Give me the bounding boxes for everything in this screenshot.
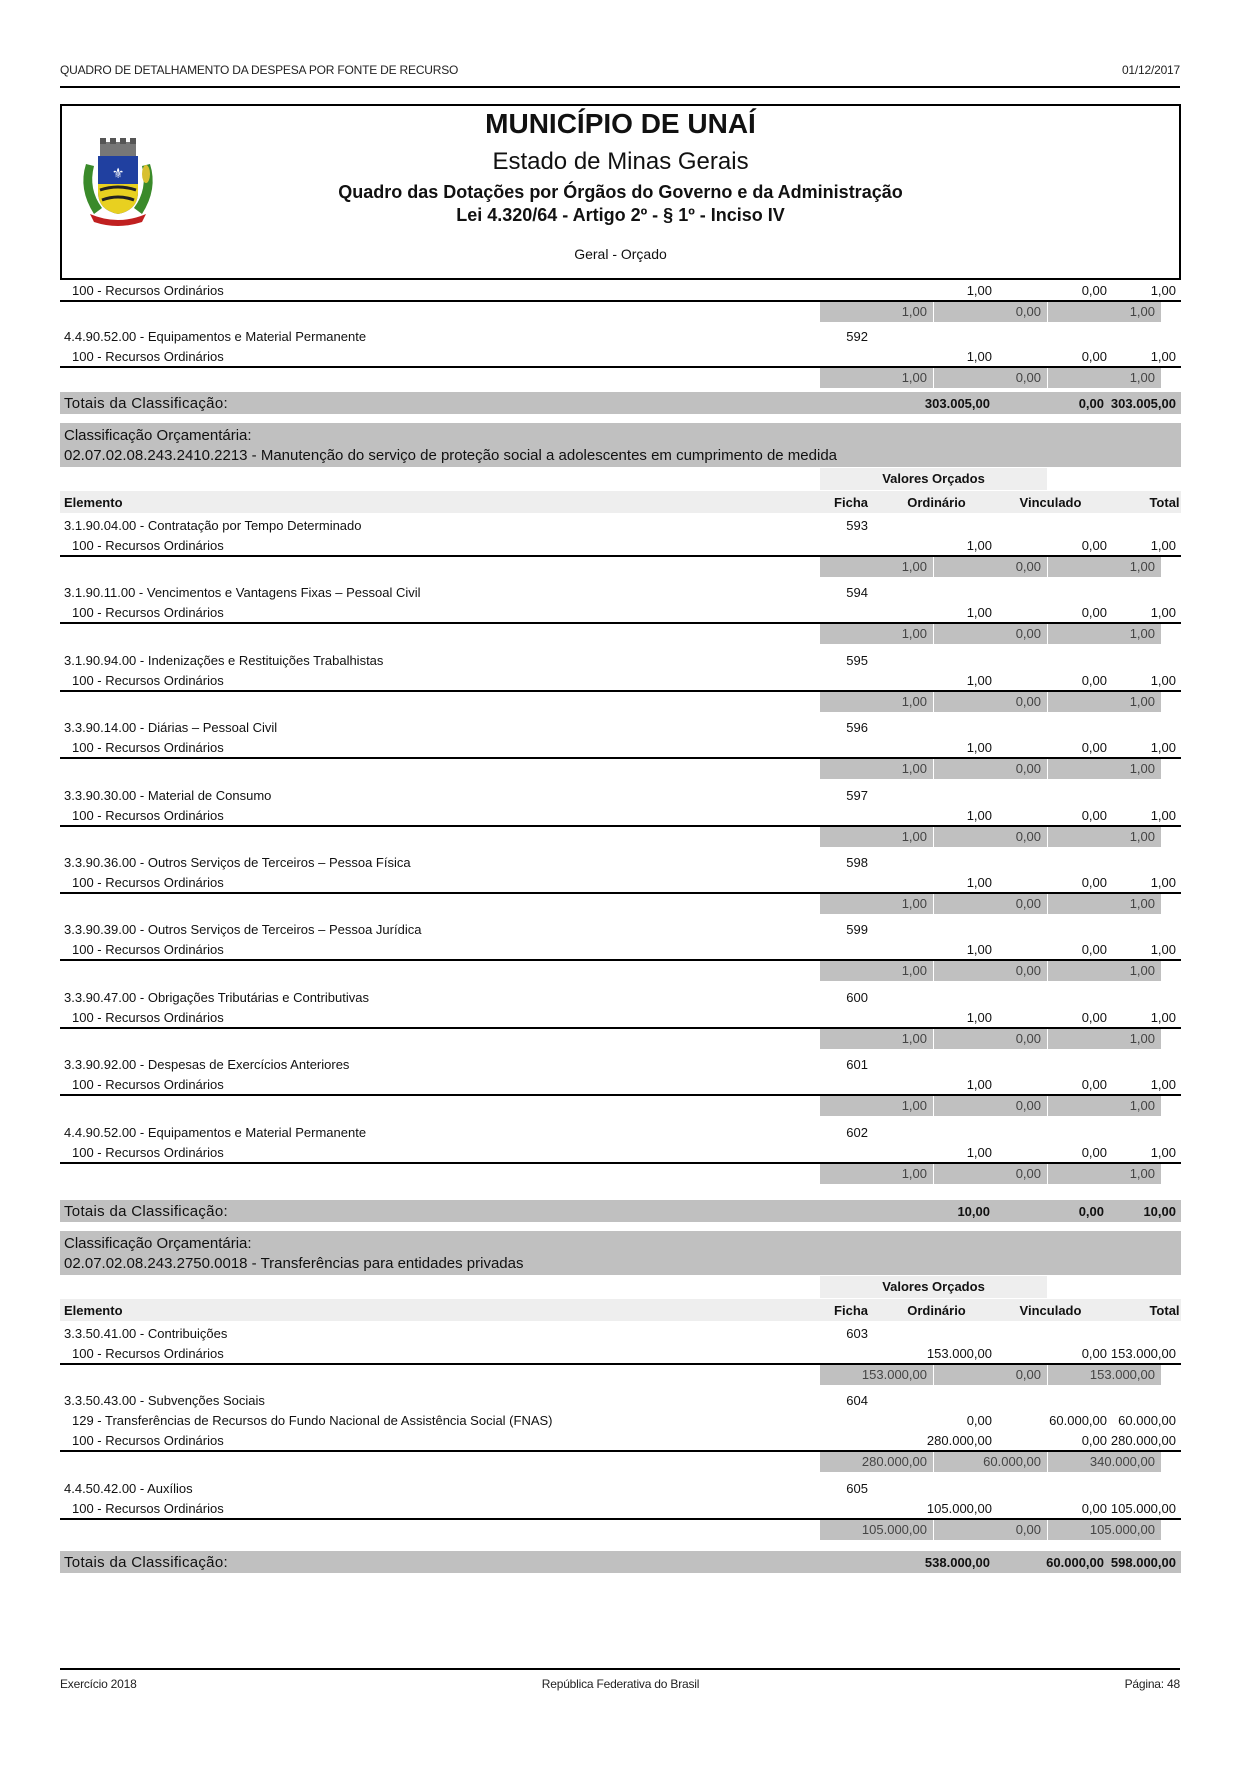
classification-header [60, 423, 1181, 467]
table-row [60, 806, 1181, 826]
ficha-number: 592 [846, 329, 868, 344]
value-total: 280.000,00 [1110, 1433, 1176, 1449]
subtotal-vinculado: 60.000,00 [934, 1452, 1047, 1472]
value-total: 1,00 [1150, 740, 1176, 756]
table-row [60, 1324, 1181, 1344]
value-total: 1,00 [1150, 1144, 1176, 1160]
elemento-label: 3.3.50.43.00 - Subvenções Sociais [64, 1393, 265, 1409]
col-elemento: Elemento [64, 1303, 123, 1318]
col-vinculado: Vinculado [1019, 495, 1082, 510]
classification-label: Classificação Orçamentária: [64, 1235, 252, 1252]
table-row [60, 853, 1181, 873]
total-vinculado: 60.000,00 [1046, 1555, 1104, 1570]
fonte-label: 100 - Recursos Ordinários [72, 538, 224, 553]
subtotal-total: 1,00 [1048, 1096, 1161, 1116]
value-vinculado: 0,00 [1081, 807, 1107, 823]
subtotal-ordinario: 1,00 [820, 692, 933, 712]
col-ordinario: Ordinário [907, 495, 966, 510]
svg-text:⚜: ⚜ [111, 166, 125, 182]
ficha-number: 593 [846, 518, 868, 533]
ficha-number: 601 [846, 1057, 868, 1073]
subtotal-ordinario: 1,00 [820, 894, 933, 914]
elemento-label: 3.3.90.30.00 - Material de Consumo [64, 787, 272, 803]
subtotal-ordinario: 1,00 [820, 1096, 933, 1116]
value-ordinario: 1,00 [966, 740, 992, 756]
report-date: 01/12/2017 [1121, 63, 1180, 77]
value-ordinario: 1,00 [966, 942, 992, 958]
value-vinculado: 0,00 [1081, 875, 1107, 890]
table-row [60, 327, 1181, 347]
elemento-label: 4.4.90.52.00 - Equipamentos e Material Permanente [64, 1124, 367, 1140]
report-title: Quadro das Dotações por Órgãos do Governo e da Administração [338, 182, 903, 202]
ficha-number: 605 [846, 1480, 868, 1496]
totals-label: Totais da Classificação: [64, 1203, 228, 1220]
fonte-label: 100 - Recursos Ordinários [72, 1433, 224, 1449]
value-ordinario: 1,00 [966, 1144, 992, 1160]
subtotal-ordinario: 1,00 [820, 368, 933, 388]
table-row [60, 651, 1181, 671]
fonte-label: 100 - Recursos Ordinários [72, 605, 224, 621]
total-vinculado: 0,00 [1078, 1204, 1104, 1219]
value-total: 1,00 [1150, 1009, 1176, 1025]
table-row [60, 1344, 1181, 1364]
table-row [60, 738, 1181, 758]
subtotal-ordinario: 1,00 [820, 961, 933, 981]
ficha-number: 602 [846, 1124, 868, 1140]
value-ordinario: 1,00 [966, 605, 992, 621]
col-total: Total [1149, 495, 1180, 510]
ficha-number: 599 [846, 922, 868, 938]
value-vinculado: 0,00 [1081, 1346, 1107, 1361]
table-row [60, 873, 1181, 893]
table-row [60, 347, 1181, 367]
elemento-label: 3.3.90.47.00 - Obrigações Tributárias e Contributivas [64, 989, 369, 1005]
table-row [60, 1075, 1181, 1095]
subtotal-vinculado: 0,00 [934, 368, 1047, 388]
col-elemento: Elemento [64, 495, 123, 510]
value-ordinario: 1,00 [966, 1009, 992, 1025]
value-ordinario: 1,00 [966, 672, 992, 688]
fonte-label: 129 - Transferências de Recursos do Fundo Nacional de Assistência Social (FNAS) [72, 1413, 553, 1429]
table-row [60, 718, 1181, 738]
table-row [60, 1391, 1181, 1411]
elemento-label: 3.1.90.94.00 - Indenizações e Restituições Trabalhistas [64, 652, 384, 668]
value-vinculado: 0,00 [1081, 605, 1107, 621]
subtotal-vinculado: 0,00 [934, 692, 1047, 712]
value-ordinario: 105.000,00 [926, 1500, 992, 1516]
table-row [60, 516, 1181, 536]
value-total: 1,00 [1150, 538, 1176, 553]
value-total: 1,00 [1150, 283, 1176, 298]
subtotal-vinculado: 0,00 [934, 827, 1047, 847]
table-row [60, 940, 1181, 960]
total-ordinario: 10,00 [957, 1204, 990, 1219]
state-title: Estado de Minas Gerais [492, 148, 749, 175]
subtotal-vinculado: 0,00 [934, 557, 1047, 577]
subtotal-vinculado: 0,00 [934, 1029, 1047, 1049]
table-row [60, 1479, 1181, 1499]
col-total: Total [1149, 1303, 1180, 1318]
elemento-label: 3.3.90.14.00 - Diárias – Pessoal Civil [64, 720, 278, 736]
ficha-number: 604 [846, 1393, 868, 1409]
table-row [60, 671, 1181, 691]
ficha-number: 597 [846, 787, 868, 803]
subtotal-vinculado: 0,00 [934, 1365, 1047, 1385]
elemento-label: 3.3.90.36.00 - Outros Serviços de Terceiros – Pessoa Física [64, 855, 411, 870]
elemento-label: 4.4.50.42.00 - Auxílios [64, 1480, 193, 1496]
classification-totals [60, 1200, 1181, 1222]
value-vinculado: 0,00 [1081, 1433, 1107, 1449]
value-ordinario: 1,00 [966, 1077, 992, 1093]
value-total: 153.000,00 [1110, 1346, 1176, 1361]
table-row [60, 1431, 1181, 1451]
ficha-number: 600 [846, 989, 868, 1005]
country-name: República Federativa do Brasil [541, 1677, 700, 1691]
table-row [60, 1055, 1181, 1075]
subtotal-ordinario: 105.000,00 [820, 1520, 933, 1540]
value-vinculado: 0,00 [1081, 283, 1107, 298]
fonte-label: 100 - Recursos Ordinários [72, 672, 224, 688]
law-reference: Lei 4.320/64 - Artigo 2º - § 1º - Inciso IV [456, 205, 785, 225]
total-ordinario: 538.000,00 [924, 1555, 990, 1570]
value-ordinario: 0,00 [966, 1413, 992, 1429]
classification-code: 02.07.02.08.243.2750.0018 - Transferências para entidades privadas [64, 1255, 524, 1272]
subtotal-ordinario: 1,00 [820, 624, 933, 644]
fonte-label: 100 - Recursos Ordinários [72, 1346, 224, 1361]
value-total: 1,00 [1150, 605, 1176, 621]
elemento-label: 3.3.90.92.00 - Despesas de Exercícios Anteriores [64, 1057, 350, 1073]
subtotal-vinculado: 0,00 [934, 1096, 1047, 1116]
fonte-label: 100 - Recursos Ordinários [72, 349, 224, 364]
subtotal-vinculado: 0,00 [934, 624, 1047, 644]
subtotal-vinculado: 0,00 [934, 1164, 1047, 1184]
ficha-number: 594 [846, 585, 868, 601]
value-ordinario: 280.000,00 [926, 1433, 992, 1449]
total-vinculado: 0,00 [1078, 396, 1104, 411]
fonte-label: 100 - Recursos Ordinários [72, 807, 224, 823]
subtotal-total: 340.000,00 [1048, 1452, 1161, 1472]
elemento-label: 3.1.90.11.00 - Vencimentos e Vantagens Fixas – Pessoal Civil [64, 585, 421, 601]
fonte-label: 100 - Recursos Ordinários [72, 740, 224, 756]
fonte-label: 100 - Recursos Ordinários [72, 1077, 224, 1093]
subtotal-total: 1,00 [1048, 368, 1161, 388]
value-ordinario: 1,00 [966, 807, 992, 823]
fonte-label: 100 - Recursos Ordinários [72, 942, 224, 958]
subtotal-total: 1,00 [1048, 557, 1161, 577]
value-vinculado: 60.000,00 [1049, 1413, 1107, 1429]
total-total: 10,00 [1143, 1204, 1176, 1219]
subtotal-ordinario: 280.000,00 [820, 1452, 933, 1472]
value-vinculado: 0,00 [1081, 1144, 1107, 1160]
table-row [60, 988, 1181, 1008]
title-block [60, 104, 1181, 280]
column-headers [60, 491, 1181, 513]
header-rule [60, 86, 1180, 88]
subtotal-total: 1,00 [1048, 692, 1161, 712]
value-total: 1,00 [1150, 1077, 1176, 1093]
value-total: 1,00 [1150, 672, 1176, 688]
value-vinculado: 0,00 [1081, 942, 1107, 958]
ficha-number: 596 [846, 720, 868, 736]
column-headers [60, 1299, 1181, 1321]
subtotal-total: 1,00 [1048, 961, 1161, 981]
subtotal-vinculado: 0,00 [934, 961, 1047, 981]
value-vinculado: 0,00 [1081, 1500, 1107, 1516]
value-vinculado: 0,00 [1081, 1077, 1107, 1093]
totals-label: Totais da Classificação: [64, 1554, 228, 1571]
value-ordinario: 1,00 [966, 283, 992, 298]
value-total: 60.000,00 [1118, 1413, 1176, 1429]
exercise-year: Exercício 2018 [60, 1677, 137, 1691]
valores-orcados-header: Valores Orçados [820, 1276, 1047, 1298]
subtotal-vinculado: 0,00 [934, 894, 1047, 914]
value-ordinario: 153.000,00 [926, 1346, 992, 1361]
value-ordinario: 1,00 [966, 538, 992, 553]
subtotal-ordinario: 1,00 [820, 827, 933, 847]
table-row [60, 920, 1181, 940]
total-total: 598.000,00 [1110, 1555, 1176, 1570]
col-vinculado: Vinculado [1019, 1303, 1082, 1318]
col-ficha: Ficha [834, 1303, 868, 1318]
ficha-number: 595 [846, 652, 868, 668]
fonte-label: 100 - Recursos Ordinários [72, 1009, 224, 1025]
table-row [60, 536, 1181, 556]
value-vinculado: 0,00 [1081, 1009, 1107, 1025]
subtotal-vinculado: 0,00 [934, 302, 1047, 322]
classification-label: Classificação Orçamentária: [64, 427, 252, 444]
subtotal-total: 1,00 [1048, 1164, 1161, 1184]
value-vinculado: 0,00 [1081, 740, 1107, 756]
subtotal-total: 1,00 [1048, 1029, 1161, 1049]
elemento-label: 3.3.50.41.00 - Contribuições [64, 1326, 228, 1341]
subtotal-total: 1,00 [1048, 894, 1161, 914]
fonte-label: 100 - Recursos Ordinários [72, 1500, 224, 1516]
report-name: QUADRO DE DETALHAMENTO DA DESPESA POR FONTE DE RECURSO [60, 63, 459, 77]
table-row [60, 1123, 1181, 1143]
value-ordinario: 1,00 [966, 349, 992, 364]
fonte-label: 100 - Recursos Ordinários [72, 1144, 224, 1160]
ficha-number: 603 [846, 1326, 868, 1341]
totals-label: Totais da Classificação: [64, 395, 228, 412]
value-total: 1,00 [1150, 349, 1176, 364]
ficha-number: 598 [846, 855, 868, 870]
value-total: 1,00 [1150, 807, 1176, 823]
report-scope: Geral - Orçado [574, 246, 667, 262]
col-ficha: Ficha [834, 495, 868, 510]
municipality-title: MUNICÍPIO DE UNAÍ [485, 108, 756, 139]
classification-totals [60, 392, 1181, 414]
fonte-label: 100 - Recursos Ordinários [72, 875, 224, 890]
total-ordinario: 303.005,00 [924, 396, 990, 411]
subtotal-total: 1,00 [1048, 827, 1161, 847]
subtotal-ordinario: 1,00 [820, 557, 933, 577]
footer-rule [60, 1668, 1180, 1670]
value-vinculado: 0,00 [1081, 538, 1107, 553]
page-number: Página: 48 [1124, 1677, 1180, 1691]
elemento-label: 3.1.90.04.00 - Contratação por Tempo Determinado [64, 518, 362, 533]
subtotal-total: 1,00 [1048, 302, 1161, 322]
subtotal-ordinario: 1,00 [820, 302, 933, 322]
classification-header [60, 1231, 1181, 1275]
value-total: 1,00 [1150, 942, 1176, 958]
classification-totals [60, 1551, 1181, 1573]
valores-orcados-header: Valores Orçados [820, 468, 1047, 490]
value-total: 105.000,00 [1110, 1500, 1176, 1516]
table-row [60, 1411, 1181, 1431]
classification-code: 02.07.02.08.243.2410.2213 - Manutenção do serviço de proteção social a adolescentes em cumprimento de medida [64, 447, 837, 464]
table-row [60, 1008, 1181, 1028]
subtotal-ordinario: 1,00 [820, 1029, 933, 1049]
table-row [60, 583, 1181, 603]
value-ordinario: 1,00 [966, 875, 992, 890]
value-vinculado: 0,00 [1081, 349, 1107, 364]
total-total: 303.005,00 [1110, 396, 1176, 411]
table-row [60, 1499, 1181, 1519]
fonte-label: 100 - Recursos Ordinários [72, 283, 224, 298]
elemento-label: 3.3.90.39.00 - Outros Serviços de Terceiros – Pessoa Jurídica [64, 922, 422, 938]
table-row [60, 1143, 1181, 1163]
value-vinculado: 0,00 [1081, 672, 1107, 688]
col-ordinario: Ordinário [907, 1303, 966, 1318]
value-total: 1,00 [1150, 875, 1176, 890]
subtotal-vinculado: 0,00 [934, 759, 1047, 779]
table-row [60, 281, 1181, 301]
subtotal-total: 1,00 [1048, 759, 1161, 779]
table-row [60, 603, 1181, 623]
subtotal-total: 105.000,00 [1048, 1520, 1161, 1540]
subtotal-total: 153.000,00 [1048, 1365, 1161, 1385]
subtotal-total: 1,00 [1048, 624, 1161, 644]
elemento-label: 4.4.90.52.00 - Equipamentos e Material Permanente [64, 329, 367, 344]
subtotal-vinculado: 0,00 [934, 1520, 1047, 1540]
subtotal-ordinario: 153.000,00 [820, 1365, 933, 1385]
table-row [60, 786, 1181, 806]
subtotal-ordinario: 1,00 [820, 759, 933, 779]
subtotal-ordinario: 1,00 [820, 1164, 933, 1184]
